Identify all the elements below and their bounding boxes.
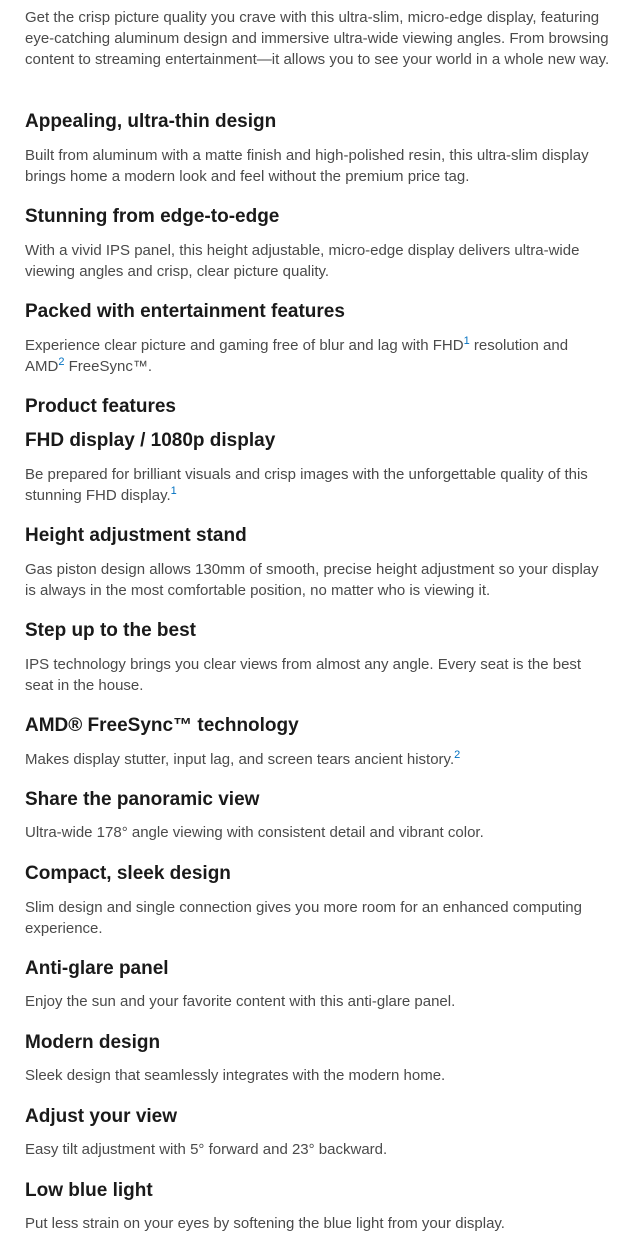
feature-body-adjust: Easy tilt adjustment with 5° forward and 23° backward.	[25, 1141, 388, 1158]
overview-body-entertainment	[25, 335, 610, 377]
overview-body-edge: With a vivid IPS panel, this height adjustable, micro-edge display delivers ultra-wide viewing angles and crisp, clear picture quality.	[25, 242, 580, 280]
feature-heading-panoramic: Share the panoramic view	[25, 789, 260, 810]
feature-heading-freesync: AMD® FreeSync™ technology	[25, 715, 299, 736]
feature-heading-modern: Modern design	[25, 1032, 161, 1053]
feature-body-antiglare: Enjoy the sun and your favorite content with this anti-glare panel.	[25, 993, 456, 1010]
feature-heading-compact: Compact, sleek design	[25, 863, 231, 884]
feature-body-height: Gas piston design allows 130mm of smooth, precise height adjustment so your display is always in the most comfortable position, no matter who is viewing it.	[25, 561, 599, 599]
overview-heading-design: Appealing, ultra-thin design	[25, 111, 277, 132]
footnote-ref-1[interactable]: 1	[463, 335, 470, 347]
feature-body-ips: IPS technology brings you clear views from almost any angle. Every seat is the best seat in the house.	[25, 656, 582, 694]
feature-heading-height: Height adjustment stand	[25, 525, 247, 546]
feature-heading-adjust: Adjust your view	[25, 1106, 178, 1127]
footnote-ref-2[interactable]: 2	[454, 749, 461, 761]
feature-heading-bluelight: Low blue light	[25, 1180, 153, 1201]
entertainment-text-a: Experience clear picture and gaming free of blur and lag with FHD	[25, 337, 464, 354]
feature-body-panoramic: Ultra-wide 178° angle viewing with consistent detail and vibrant color.	[25, 824, 484, 841]
overview-heading-entertainment: Packed with entertainment features	[25, 301, 345, 322]
overview-heading-edge: Stunning from edge-to-edge	[25, 206, 280, 227]
feature-body-modern: Sleek design that seamlessly integrates with the modern home.	[25, 1067, 446, 1084]
feature-body-freesync	[25, 749, 610, 770]
feature-heading-fhd: FHD display / 1080p display	[25, 430, 276, 451]
footnote-ref-2[interactable]: 2	[58, 356, 65, 368]
intro-paragraph: Get the crisp picture quality you crave with this ultra-slim, micro-edge display, featuring eye-catching aluminum design and immersive ultra-wide viewing angles. From browsing content to streaming entertainment—it allows you to see your world in a whole new way.	[25, 9, 610, 68]
entertainment-text-b: resolution and AMD	[25, 337, 569, 375]
footnote-ref-1[interactable]: 1	[170, 485, 177, 497]
feature-body-fhd	[25, 464, 610, 506]
overview-body-design: Built from aluminum with a matte finish and high-polished resin, this ultra-slim display brings home a modern look and feel without the premium price tag.	[25, 147, 589, 185]
feature-heading-ips: Step up to the best	[25, 620, 196, 641]
entertainment-text-c: FreeSync™.	[64, 358, 152, 375]
feature-heading-antiglare: Anti-glare panel	[25, 958, 169, 979]
feature-body-bluelight: Put less strain on your eyes by softening the blue light from your display.	[25, 1215, 505, 1232]
product-features-heading: Product features	[25, 396, 176, 417]
feature-body-compact: Slim design and single connection gives you more room for an enhanced computing experience.	[25, 899, 582, 937]
feature-text-freesync: Makes display stutter, input lag, and screen tears ancient history.	[25, 751, 455, 768]
feature-text-fhd: Be prepared for brilliant visuals and crisp images with the unforgettable quality of this stunning FHD display.	[25, 466, 588, 504]
